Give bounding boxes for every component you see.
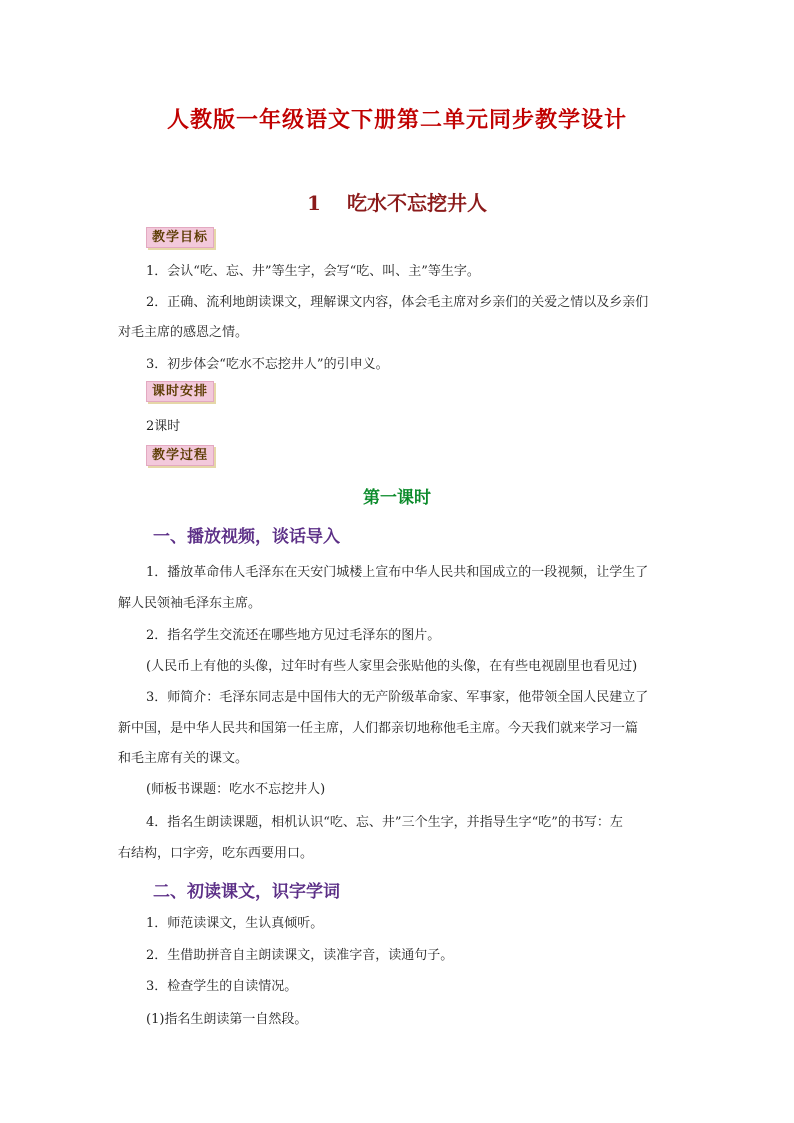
section1-line: 新中国，是中华人民共和国第一任主席，人们都亲切地称他毛主席。今天我们就来学习一篇	[118, 721, 639, 736]
section-heading-1: 一、播放视频，谈话导入	[153, 527, 340, 547]
section1-line: (师板书课题：吃水不忘挖井人)	[146, 782, 326, 797]
section-heading-2: 二、初读课文，识字学词	[153, 882, 340, 902]
section2-line: 3．检查学生的自读情况。	[146, 979, 298, 994]
section1-line: 3．师简介：毛泽东同志是中国伟大的无产阶级革命家、军事家，他带领全国人民建立了	[146, 690, 649, 705]
section2-line: (1)指名生朗读第一自然段。	[146, 1012, 308, 1027]
lesson-title	[0, 187, 794, 216]
goal-line: 3．初步体会“吃水不忘挖井人”的引申义。	[146, 357, 389, 372]
section1-line: 4．指名生朗读课题，相机认识“吃、忘、井”三个生字，并指导生字“吃”的书写：左	[146, 815, 623, 830]
section2-line: 2．生借助拼音自主朗读课文，读准字音，读通句子。	[146, 948, 454, 963]
section1-line: (人民币上有他的头像，过年时有些人家里会张贴他的头像，在有些电视剧里也看见过)	[146, 659, 638, 674]
goal-line: 1．会认“吃、忘、井”等生字，会写“吃、叫、主”等生字。	[146, 264, 480, 279]
section1-line: 右结构，口字旁，吃东西要用口。	[118, 846, 314, 861]
lesson-number: 1	[307, 191, 321, 215]
section2-line: 1．师范读课文，生认真倾听。	[146, 916, 324, 931]
document-title: 人教版一年级语文下册第二单元同步教学设计	[166, 107, 627, 133]
goal-line: 2．正确、流利地朗读课文，理解课文内容，体会毛主席对乡亲们的关爱之情以及乡亲们	[146, 295, 649, 310]
goal-line: 对毛主席的感恩之情。	[118, 325, 249, 340]
tag-teaching-process: 教学过程	[146, 445, 214, 466]
tag-teaching-goals: 教学目标	[146, 227, 214, 248]
section1-line: 1．播放革命伟人毛泽东在天安门城楼上宣布中华人民共和国成立的一段视频，让学生了	[146, 565, 649, 580]
lesson-name: 吃水不忘挖井人	[346, 191, 487, 215]
period-title: 第一课时	[363, 488, 431, 508]
schedule-text: 2课时	[146, 419, 181, 434]
section1-line: 解人民领袖毛泽东主席。	[118, 596, 262, 611]
section1-line: 2．指名学生交流还在哪些地方见过毛泽东的图片。	[146, 628, 441, 643]
tag-class-schedule: 课时安排	[146, 381, 214, 402]
section1-line: 和毛主席有关的课文。	[118, 751, 249, 766]
